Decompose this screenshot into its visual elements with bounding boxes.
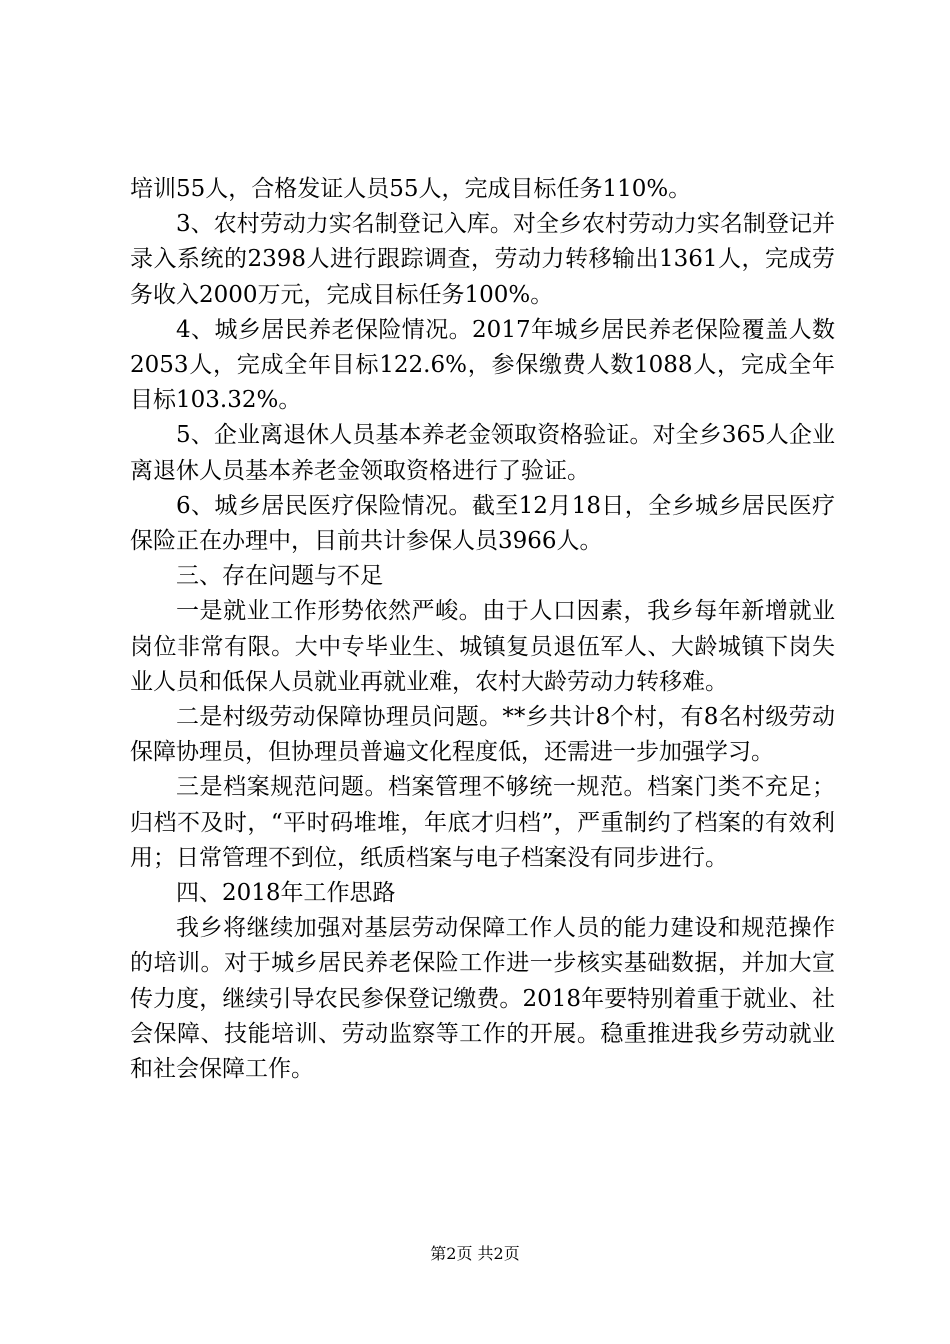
paragraph-medical-insurance: 6、城乡居民医疗保险情况。截至12月18日，全乡城乡居民医疗保险正在办理中，目前共计参保人员3966人。: [130, 492, 835, 555]
paragraph-pension-insurance: 4、城乡居民养老保险情况。2017年城乡居民养老保险覆盖人数2053人，完成全年目标122.6%，参保缴费人数1088人，完成全年目标103.32%。: [130, 316, 835, 414]
paragraph-problem-coordinators: 二是村级劳动保障协理员问题。**乡共计8个村，有8名村级劳动保障协理员，但协理员普遍文化程度低，还需进一步加强学习。: [130, 704, 835, 766]
paragraph-rural-labor-registration: 3、农村劳动力实名制登记入库。对全乡农村劳动力实名制登记并录入系统的2398人进行跟踪调查，劳动力转移输出1361人，完成劳务收入2000万元，完成目标任务100%。: [130, 211, 835, 308]
page-footer: [0, 1244, 950, 1264]
paragraph-work-plan: 我乡将继续加强对基层劳动保障工作人员的能力建设和规范操作的培训。对于城乡居民养老保险工作进一步核实基础数据，并加大宣传力度，继续引导农民参保登记缴费。2018年要特别着重于就业、社会保障、技能培训、劳动监察等工作的开展。稳重推进我乡劳动就业和社会保障工作。: [130, 915, 835, 1083]
document-body: [130, 172, 835, 1087]
section-heading-problems: 三、存在问题与不足: [176, 563, 383, 590]
paragraph-problem-archives: 三是档案规范问题。档案管理不够统一规范。档案门类不充足；归档不及时，“平时码堆堆，年底才归档”，严重制约了档案的有效利用；日常管理不到位，纸质档案与电子档案没有同步进行。: [130, 774, 835, 871]
section-heading-work-plan: 四、2018年工作思路: [176, 880, 396, 907]
paragraph-retiree-verification: 5、企业离退休人员基本养老金领取资格验证。对全乡365人企业离退休人员基本养老金领取资格进行了验证。: [130, 422, 835, 484]
paragraph-problem-employment: 一是就业工作形势依然严峻。由于人口因素，我乡每年新增就业岗位非常有限。大中专毕业生、城镇复员退伍军人、大龄城镇下岗失业人员和低保人员就业再就业难，农村大龄劳动力转移难。: [130, 598, 835, 695]
page-number: 第2页 共2页: [430, 1244, 520, 1263]
paragraph-training-continuation: 培训55人，合格发证人员55人，完成目标任务110%。: [130, 176, 692, 202]
